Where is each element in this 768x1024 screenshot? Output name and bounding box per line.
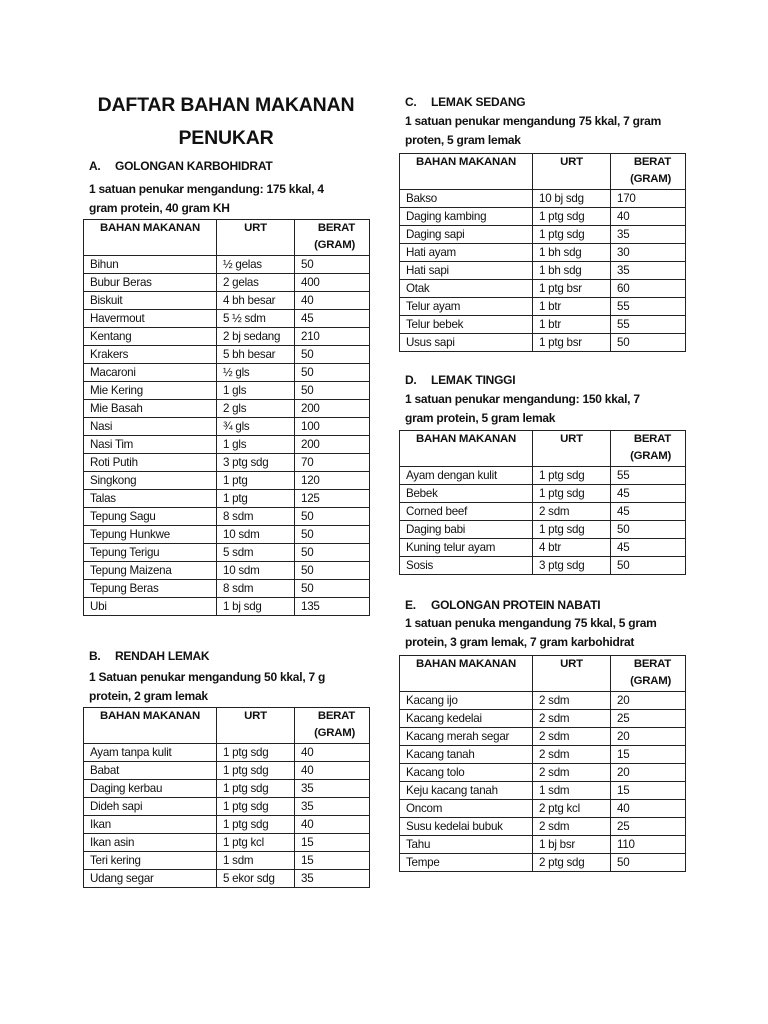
table-header-row <box>84 220 370 256</box>
table-row <box>84 580 370 598</box>
urt-value: 2 gls <box>217 400 295 418</box>
urt-value: 1 ptg sdg <box>533 226 611 244</box>
food-name: Bubur Beras <box>84 274 217 292</box>
food-name: Talas <box>84 490 217 508</box>
food-name: Kacang kedelai <box>400 710 533 728</box>
food-name: Telur ayam <box>400 298 533 316</box>
table-row <box>400 521 686 539</box>
urt-value: 10 sdm <box>217 526 295 544</box>
weight-value: 20 <box>611 728 686 746</box>
weight-value: 200 <box>295 436 370 454</box>
weight-value: 50 <box>295 580 370 598</box>
food-name: Bakso <box>400 190 533 208</box>
table-row <box>84 454 370 472</box>
urt-value: 1 bh sdg <box>533 244 611 262</box>
table-row <box>400 298 686 316</box>
food-name: Corned beef <box>400 503 533 521</box>
description-line-2: protein, 3 gram lemak, 7 gram karbohidrat <box>405 634 635 649</box>
table-row <box>84 744 370 762</box>
weight-value: 50 <box>295 508 370 526</box>
header-berat-line1: BERAT <box>633 433 671 445</box>
weight-value: 50 <box>295 562 370 580</box>
food-name: Mie Kering <box>84 382 217 400</box>
section-heading-row <box>89 647 209 665</box>
header-bahan-makanan: BAHAN MAKANAN <box>400 431 533 467</box>
urt-value: ½ gelas <box>217 256 295 274</box>
header-bahan-makanan: BAHAN MAKANAN <box>400 656 533 692</box>
table-row <box>400 710 686 728</box>
table-row <box>84 274 370 292</box>
header-berat-line2: (GRAM) <box>630 450 671 462</box>
weight-value: 35 <box>295 798 370 816</box>
description-line-2: gram protein, 40 gram KH <box>89 200 230 215</box>
urt-value: 1 btr <box>533 316 611 334</box>
urt-value: 2 sdm <box>533 818 611 836</box>
urt-value: 1 ptg sdg <box>533 485 611 503</box>
section-letter: D. <box>405 373 417 387</box>
weight-value: 45 <box>295 310 370 328</box>
urt-value: 2 bj sedang <box>217 328 295 346</box>
food-name: Udang segar <box>84 870 217 888</box>
food-name: Daging sapi <box>400 226 533 244</box>
table-row <box>400 782 686 800</box>
table-row <box>84 310 370 328</box>
section-heading-text: GOLONGAN KARBOHIDRAT <box>115 159 273 173</box>
urt-value: 2 sdm <box>533 692 611 710</box>
food-name: Otak <box>400 280 533 298</box>
table-row <box>400 764 686 782</box>
exchange-table <box>399 430 686 575</box>
food-name: Teri kering <box>84 852 217 870</box>
table-row <box>400 316 686 334</box>
table-row <box>400 190 686 208</box>
weight-value: 60 <box>611 280 686 298</box>
header-urt: URT <box>533 154 611 190</box>
section-description <box>89 668 379 705</box>
section-description <box>405 112 695 149</box>
header-berat-line2: (GRAM) <box>630 173 671 185</box>
weight-value: 40 <box>295 744 370 762</box>
food-name: Tepung Terigu <box>84 544 217 562</box>
urt-value: 1 ptg sdg <box>533 467 611 485</box>
urt-value: 2 gelas <box>217 274 295 292</box>
food-name: Usus sapi <box>400 334 533 352</box>
weight-value: 50 <box>295 256 370 274</box>
section-description <box>89 180 379 217</box>
weight-value: 35 <box>611 262 686 280</box>
weight-value: 50 <box>295 544 370 562</box>
urt-value: 5 sdm <box>217 544 295 562</box>
urt-value: 1 sdm <box>533 782 611 800</box>
urt-value: ¾ gls <box>217 418 295 436</box>
weight-value: 50 <box>611 521 686 539</box>
section-heading-row <box>89 157 272 175</box>
urt-value: 1 gls <box>217 436 295 454</box>
food-name: Kacang tolo <box>400 764 533 782</box>
table-row <box>400 334 686 352</box>
urt-value: 5 ekor sdg <box>217 870 295 888</box>
section-heading <box>405 371 515 389</box>
food-name: Susu kedelai bubuk <box>400 818 533 836</box>
food-name: Kacang merah segar <box>400 728 533 746</box>
exchange-table <box>399 153 686 352</box>
table-row <box>84 418 370 436</box>
food-name: Roti Putih <box>84 454 217 472</box>
table-row <box>84 400 370 418</box>
food-name: Kuning telur ayam <box>400 539 533 557</box>
section-heading-text: RENDAH LEMAK <box>115 649 210 663</box>
weight-value: 200 <box>295 400 370 418</box>
food-name: Havermout <box>84 310 217 328</box>
urt-value: 5 ½ sdm <box>217 310 295 328</box>
weight-value: 170 <box>611 190 686 208</box>
table-row <box>84 436 370 454</box>
food-name: Dideh sapi <box>84 798 217 816</box>
table-row <box>84 292 370 310</box>
weight-value: 40 <box>611 800 686 818</box>
urt-value: 10 sdm <box>217 562 295 580</box>
table-row <box>400 818 686 836</box>
weight-value: 35 <box>295 780 370 798</box>
header-berat-line1: BERAT <box>633 156 671 168</box>
section-heading <box>89 157 272 175</box>
weight-value: 40 <box>295 292 370 310</box>
food-name: Ayam dengan kulit <box>400 467 533 485</box>
table-row <box>400 503 686 521</box>
urt-value: 1 ptg sdg <box>217 780 295 798</box>
weight-value: 55 <box>611 467 686 485</box>
table-row <box>84 870 370 888</box>
section-heading-text: LEMAK TINGGI <box>431 373 516 387</box>
section-letter: E. <box>405 598 416 612</box>
header-bahan-makanan: BAHAN MAKANAN <box>84 220 217 256</box>
weight-value: 50 <box>295 346 370 364</box>
urt-value: 1 bj bsr <box>533 836 611 854</box>
weight-value: 50 <box>611 854 686 872</box>
table-row <box>84 526 370 544</box>
header-bahan-makanan: BAHAN MAKANAN <box>84 708 217 744</box>
urt-value: 2 sdm <box>533 728 611 746</box>
food-name: Tepung Beras <box>84 580 217 598</box>
weight-value: 15 <box>611 782 686 800</box>
food-name: Ubi <box>84 598 217 616</box>
weight-value: 35 <box>611 226 686 244</box>
food-name: Ayam tanpa kulit <box>84 744 217 762</box>
section-heading-row <box>405 93 525 111</box>
table-row <box>400 485 686 503</box>
section-heading <box>405 596 600 614</box>
urt-value: 1 ptg bsr <box>533 280 611 298</box>
urt-value: 1 ptg sdg <box>217 744 295 762</box>
section-heading-row <box>405 596 600 614</box>
weight-value: 15 <box>295 852 370 870</box>
food-name: Singkong <box>84 472 217 490</box>
urt-value: 5 bh besar <box>217 346 295 364</box>
urt-value: 8 sdm <box>217 580 295 598</box>
header-berat-line1: BERAT <box>317 222 355 234</box>
header-urt: URT <box>217 220 295 256</box>
food-name: Biskuit <box>84 292 217 310</box>
food-name: Telur bebek <box>400 316 533 334</box>
weight-value: 40 <box>295 816 370 834</box>
urt-value: 1 btr <box>533 298 611 316</box>
weight-value: 100 <box>295 418 370 436</box>
description-line-1: 1 Satuan penukar mengandung 50 kkal, 7 g <box>89 670 326 684</box>
weight-value: 25 <box>611 818 686 836</box>
urt-value: 1 bh sdg <box>533 262 611 280</box>
food-name: Daging kerbau <box>84 780 217 798</box>
weight-value: 135 <box>295 598 370 616</box>
food-name: Kentang <box>84 328 217 346</box>
header-urt: URT <box>533 656 611 692</box>
weight-value: 30 <box>611 244 686 262</box>
food-name: Ikan <box>84 816 217 834</box>
urt-value: 4 bh besar <box>217 292 295 310</box>
food-name: Hati sapi <box>400 262 533 280</box>
table-row <box>400 262 686 280</box>
weight-value: 70 <box>295 454 370 472</box>
urt-value: 4 btr <box>533 539 611 557</box>
table-row <box>84 798 370 816</box>
description-line-2: proten, 5 gram lemak <box>405 132 521 147</box>
table-row <box>84 364 370 382</box>
table-row <box>400 208 686 226</box>
table-row <box>84 762 370 780</box>
table-row <box>400 746 686 764</box>
weight-value: 50 <box>611 334 686 352</box>
urt-value: 1 gls <box>217 382 295 400</box>
table-row <box>84 834 370 852</box>
urt-value: 3 ptg sdg <box>533 557 611 575</box>
weight-value: 50 <box>295 382 370 400</box>
food-name: Daging babi <box>400 521 533 539</box>
urt-value: 1 bj sdg <box>217 598 295 616</box>
weight-value: 50 <box>295 364 370 382</box>
table-header-row <box>400 431 686 467</box>
header-bahan-makanan: BAHAN MAKANAN <box>400 154 533 190</box>
description-line-1: 1 satuan penukar mengandung 75 kkal, 7 gram <box>405 114 662 128</box>
table-row <box>400 854 686 872</box>
weight-value: 210 <box>295 328 370 346</box>
table-row <box>84 346 370 364</box>
header-berat-line2: (GRAM) <box>314 727 355 739</box>
food-name: Nasi Tim <box>84 436 217 454</box>
header-berat-line1: BERAT <box>633 658 671 670</box>
header-berat <box>295 708 370 744</box>
food-name: Sosis <box>400 557 533 575</box>
table-row <box>84 816 370 834</box>
weight-value: 40 <box>295 762 370 780</box>
table-row <box>400 557 686 575</box>
food-name: Macaroni <box>84 364 217 382</box>
title-line-2: PENUKAR <box>178 127 274 149</box>
urt-value: 1 sdm <box>217 852 295 870</box>
section-description <box>405 390 695 427</box>
food-name: Ikan asin <box>84 834 217 852</box>
urt-value: 2 sdm <box>533 746 611 764</box>
weight-value: 110 <box>611 836 686 854</box>
table-row <box>84 598 370 616</box>
header-berat <box>611 656 686 692</box>
food-name: Kacang ijo <box>400 692 533 710</box>
weight-value: 40 <box>611 208 686 226</box>
section-heading-text: LEMAK SEDANG <box>431 95 526 109</box>
food-name: Kacang tanah <box>400 746 533 764</box>
section-description <box>405 614 695 651</box>
weight-value: 50 <box>295 526 370 544</box>
table-row <box>400 467 686 485</box>
weight-value: 20 <box>611 764 686 782</box>
urt-value: 2 sdm <box>533 710 611 728</box>
table-row <box>84 328 370 346</box>
food-name: Nasi <box>84 418 217 436</box>
weight-value: 45 <box>611 539 686 557</box>
table-row <box>84 382 370 400</box>
food-name: Tepung Sagu <box>84 508 217 526</box>
table-row <box>84 508 370 526</box>
exchange-table <box>83 219 370 616</box>
weight-value: 15 <box>295 834 370 852</box>
urt-value: 1 ptg <box>217 472 295 490</box>
weight-value: 45 <box>611 485 686 503</box>
table-row <box>84 472 370 490</box>
urt-value: ½ gls <box>217 364 295 382</box>
food-name: Tepung Maizena <box>84 562 217 580</box>
weight-value: 45 <box>611 503 686 521</box>
food-name: Krakers <box>84 346 217 364</box>
food-name: Bebek <box>400 485 533 503</box>
header-berat-line2: (GRAM) <box>630 675 671 687</box>
food-name: Daging kambing <box>400 208 533 226</box>
table-header-row <box>400 154 686 190</box>
description-line-1: 1 satuan penuka mengandung 75 kkal, 5 gram <box>405 616 657 630</box>
header-berat-line1: BERAT <box>317 710 355 722</box>
section-heading-row <box>405 371 515 389</box>
urt-value: 1 ptg <box>217 490 295 508</box>
urt-value: 1 ptg sdg <box>533 521 611 539</box>
table-row <box>84 490 370 508</box>
section-heading-text: GOLONGAN PROTEIN NABATI <box>431 598 601 612</box>
urt-value: 1 ptg sdg <box>217 798 295 816</box>
table-row <box>400 800 686 818</box>
urt-value: 3 ptg sdg <box>217 454 295 472</box>
urt-value: 8 sdm <box>217 508 295 526</box>
description-line-1: 1 satuan penukar mengandung: 175 kkal, 4 <box>89 182 324 196</box>
table-row <box>400 539 686 557</box>
table-row <box>84 256 370 274</box>
weight-value: 400 <box>295 274 370 292</box>
weight-value: 55 <box>611 316 686 334</box>
food-name: Babat <box>84 762 217 780</box>
urt-value: 1 ptg bsr <box>533 334 611 352</box>
exchange-table <box>83 707 370 888</box>
table-row <box>400 728 686 746</box>
table-row <box>84 780 370 798</box>
header-urt: URT <box>217 708 295 744</box>
weight-value: 50 <box>611 557 686 575</box>
table-row <box>84 544 370 562</box>
food-name: Tahu <box>400 836 533 854</box>
food-name: Keju kacang tanah <box>400 782 533 800</box>
description-line-2: gram protein, 5 gram lemak <box>405 410 556 425</box>
urt-value: 2 ptg sdg <box>533 854 611 872</box>
food-name: Tepung Hunkwe <box>84 526 217 544</box>
header-berat <box>611 154 686 190</box>
header-berat-line2: (GRAM) <box>314 239 355 251</box>
section-heading <box>405 93 525 111</box>
urt-value: 1 ptg kcl <box>217 834 295 852</box>
table-row <box>400 244 686 262</box>
table-row <box>400 836 686 854</box>
header-berat <box>611 431 686 467</box>
table-row <box>84 852 370 870</box>
urt-value: 1 ptg sdg <box>217 762 295 780</box>
weight-value: 55 <box>611 298 686 316</box>
weight-value: 35 <box>295 870 370 888</box>
weight-value: 120 <box>295 472 370 490</box>
header-berat <box>295 220 370 256</box>
weight-value: 20 <box>611 692 686 710</box>
food-name: Bihun <box>84 256 217 274</box>
description-line-2: protein, 2 gram lemak <box>89 688 208 703</box>
food-name: Hati ayam <box>400 244 533 262</box>
weight-value: 125 <box>295 490 370 508</box>
weight-value: 15 <box>611 746 686 764</box>
section-heading <box>89 647 209 665</box>
urt-value: 2 sdm <box>533 503 611 521</box>
food-name: Mie Basah <box>84 400 217 418</box>
urt-value: 1 ptg sdg <box>217 816 295 834</box>
section-letter: C. <box>405 95 417 109</box>
food-name: Tempe <box>400 854 533 872</box>
urt-value: 10 bj sdg <box>533 190 611 208</box>
weight-value: 25 <box>611 710 686 728</box>
urt-value: 2 ptg kcl <box>533 800 611 818</box>
table-row <box>400 280 686 298</box>
table-header-row <box>400 656 686 692</box>
table-row <box>84 562 370 580</box>
section-letter: A. <box>89 159 101 173</box>
urt-value: 1 ptg sdg <box>533 208 611 226</box>
food-name: Oncom <box>400 800 533 818</box>
title-line-1: DAFTAR BAHAN MAKANAN <box>97 94 355 116</box>
table-row <box>400 226 686 244</box>
header-urt: URT <box>533 431 611 467</box>
exchange-table <box>399 655 686 872</box>
description-line-1: 1 satuan penukar mengandung: 150 kkal, 7 <box>405 392 640 406</box>
section-letter: B. <box>89 649 101 663</box>
urt-value: 2 sdm <box>533 764 611 782</box>
table-header-row <box>84 708 370 744</box>
table-row <box>400 692 686 710</box>
